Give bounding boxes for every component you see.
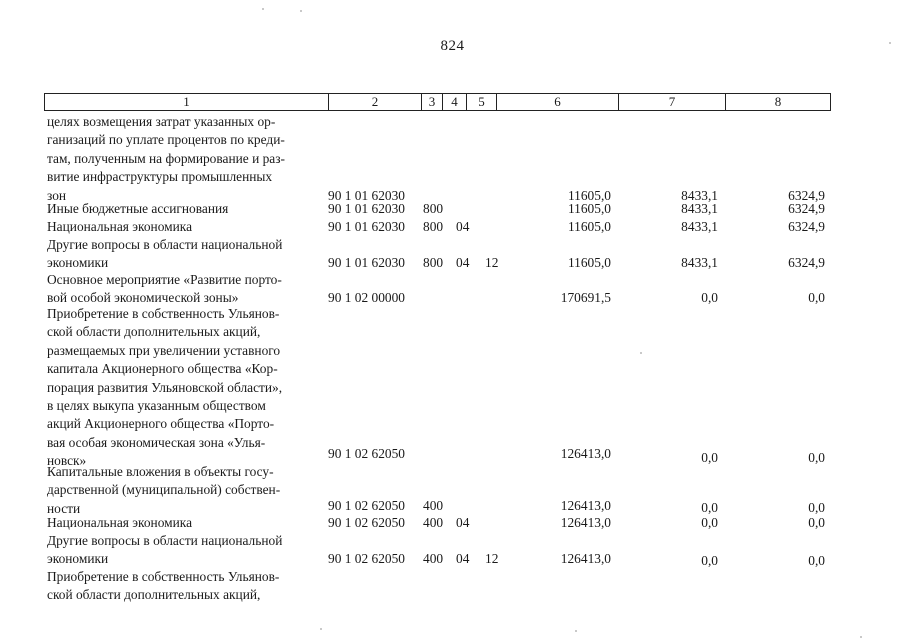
row-code: 90 1 02 62050 <box>328 551 405 567</box>
row-description: Приобретение в собственность Ульянов- ской области дополнительных акций, <box>47 569 280 603</box>
row-pr: 12 <box>485 255 499 271</box>
row-code: 90 1 01 62030 <box>328 219 405 234</box>
row-value-6: 11605,0 <box>567 255 611 271</box>
row-value-6: 11605,0 <box>567 187 611 203</box>
row-value-6: 126413,0 <box>560 515 611 530</box>
row-value-6: 11605,0 <box>567 201 611 216</box>
row-code: 90 1 02 62050 <box>328 515 405 530</box>
row-code: 90 1 01 62030 <box>328 255 405 271</box>
table-header <box>44 93 831 111</box>
row-description: Приобретение в собственность Ульянов- ской области дополнительных акций, размещаемых при увеличении уставного капитала Акционерного общества «Кор- порация развития Ульяновской области», в целях выкупа указанным обществом акций Акционерного общества «Порто- вая особая экономическая зона «Улья- новск» <box>47 306 283 469</box>
row-value-8: 6324,9 <box>788 187 825 203</box>
row-rz: 04 <box>456 515 470 530</box>
row-code: 90 1 01 62030 <box>328 201 405 216</box>
row-pr: 12 <box>485 551 499 567</box>
row-description: Капитальные вложения в объекты госу- дарственной (муниципальной) собствен- ности <box>47 464 281 516</box>
row-value-7: 0,0 <box>701 515 718 530</box>
row-vr: 800 <box>423 219 444 234</box>
row-value-7: 8433,1 <box>681 201 718 216</box>
header-col-7: 7 <box>618 94 725 110</box>
header-col-2: 2 <box>328 94 421 110</box>
row-value-8: 0,0 <box>808 450 825 465</box>
row-description: целях возмещения затрат указанных ор- ганизаций по уплате процентов по креди- там, полученным на формирование и раз- витие инфраструктуры промышленных зон <box>47 114 285 203</box>
row-value-7: 8433,1 <box>681 219 718 234</box>
row-value-6: 126413,0 <box>560 551 611 567</box>
row-code: 90 1 02 00000 <box>328 290 405 306</box>
row-code: 90 1 02 62050 <box>328 498 405 513</box>
row-value-7: 0,0 <box>701 450 718 465</box>
row-rz: 04 <box>456 551 470 567</box>
row-description: Национальная экономика <box>47 515 193 530</box>
row-description: Основное мероприятие «Развитие порто- вой особой экономической зоны» <box>47 272 282 306</box>
row-code: 90 1 01 62030 <box>328 187 405 203</box>
row-value-6: 126413,0 <box>560 498 611 513</box>
header-col-8: 8 <box>725 94 830 110</box>
row-vr: 800 <box>423 255 444 271</box>
row-value-8: 6324,9 <box>788 219 825 234</box>
row-value-7: 0,0 <box>701 290 718 306</box>
row-value-8: 6324,9 <box>788 201 825 216</box>
row-value-7: 8433,1 <box>681 187 718 203</box>
row-value-8: 0,0 <box>808 500 825 515</box>
row-value-8: 6324,9 <box>788 255 825 271</box>
row-value-7: 0,0 <box>701 500 718 515</box>
row-value-6: 126413,0 <box>560 446 611 461</box>
row-vr: 800 <box>423 201 444 216</box>
header-col-5: 5 <box>466 94 496 110</box>
row-description: Иные бюджетные ассигнования <box>47 201 229 216</box>
row-value-6: 170691,5 <box>560 290 611 306</box>
row-vr: 400 <box>423 551 444 567</box>
row-description: Другие вопросы в области национальной экономики <box>47 237 283 271</box>
header-col-4: 4 <box>442 94 466 110</box>
header-col-1: 1 <box>183 94 190 109</box>
row-value-8: 0,0 <box>808 290 825 306</box>
page-number: 824 <box>440 38 465 54</box>
row-value-6: 11605,0 <box>567 219 611 234</box>
row-value-7: 8433,1 <box>681 255 718 271</box>
row-description: Другие вопросы в области национальной экономики <box>47 533 283 567</box>
header-col-6: 6 <box>496 94 618 110</box>
row-code: 90 1 02 62050 <box>328 446 405 461</box>
row-vr: 400 <box>423 498 444 513</box>
row-vr: 400 <box>423 515 444 530</box>
row-rz: 04 <box>456 219 470 234</box>
row-rz: 04 <box>456 255 470 271</box>
row-description: Национальная экономика <box>47 219 193 234</box>
row-value-8: 0,0 <box>808 515 825 530</box>
row-value-7: 0,0 <box>701 553 718 568</box>
row-value-8: 0,0 <box>808 553 825 568</box>
header-col-3: 3 <box>421 94 442 110</box>
